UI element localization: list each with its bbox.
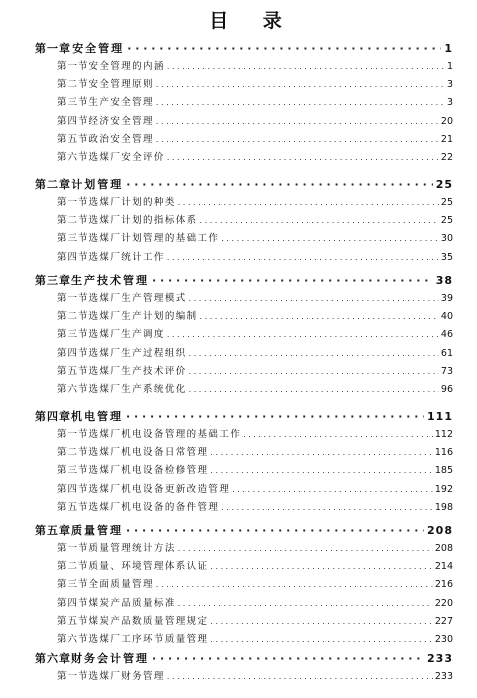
toc-section-row[interactable] xyxy=(0,668,477,684)
leader-dots xyxy=(210,560,432,574)
leader-dots xyxy=(156,578,433,592)
toc-section-row[interactable] xyxy=(0,426,477,442)
section-title: 安全管理的内涵 xyxy=(88,61,165,72)
toc-section-row[interactable] xyxy=(0,631,477,647)
toc-chapter-row[interactable] xyxy=(0,40,477,56)
section-title: 选煤厂生产管理模式 xyxy=(88,293,187,304)
leader-dots xyxy=(152,652,424,666)
section-title: 选煤厂计划管理的基础工作 xyxy=(88,233,220,245)
section-page-number: 3 xyxy=(446,97,453,109)
section-number: 第三节 xyxy=(57,97,89,109)
leader-dots xyxy=(189,347,439,361)
leader-dots xyxy=(243,428,433,442)
section-title: 选煤厂机电设备更新改造管理 xyxy=(88,483,231,495)
section-page-number: 25 xyxy=(440,197,453,208)
leader-dots xyxy=(156,96,445,110)
section-number: 第四节 xyxy=(57,115,89,127)
leader-dots xyxy=(167,151,439,165)
leader-dots xyxy=(156,115,439,129)
section-title: 安全管理原则 xyxy=(88,79,154,91)
chapter-page-number: 1 xyxy=(444,42,453,55)
leader-dots xyxy=(189,365,439,379)
toc-section-row[interactable] xyxy=(0,499,477,515)
section-page-number: 112 xyxy=(434,429,453,440)
toc-section-row[interactable] xyxy=(0,113,477,129)
toc-section-row[interactable] xyxy=(0,131,477,147)
section-number: 第一节 xyxy=(57,671,89,682)
toc-section-row[interactable] xyxy=(0,230,477,246)
section-number: 第四节 xyxy=(57,251,89,263)
chapter-page-number: 111 xyxy=(427,410,453,423)
section-page-number: 25 xyxy=(440,215,453,227)
section-page-number: 20 xyxy=(440,115,453,127)
section-page-number: 216 xyxy=(434,579,453,591)
chapter-page-number: 38 xyxy=(435,274,453,287)
leader-dots xyxy=(210,615,432,629)
leader-dots xyxy=(156,133,439,147)
section-title: 选煤厂机电设备的备件管理 xyxy=(88,501,220,513)
section-title: 选煤厂生产计划的编制 xyxy=(88,311,198,323)
chapter-page-number: 25 xyxy=(435,178,453,191)
toc-section-row[interactable] xyxy=(0,576,477,592)
section-page-number: 22 xyxy=(440,152,453,163)
section-number: 第三节 xyxy=(57,233,89,245)
chapter-title: 生产技术管理 xyxy=(71,274,149,287)
section-page-number: 39 xyxy=(440,293,453,304)
toc-section-row[interactable] xyxy=(0,462,477,478)
section-number: 第一节 xyxy=(57,543,89,554)
toc-section-row[interactable] xyxy=(0,595,477,611)
section-page-number: 1 xyxy=(446,61,453,72)
toc-section-row[interactable] xyxy=(0,58,477,74)
chapter-title: 财务会计管理 xyxy=(71,652,149,665)
toc-section-row[interactable] xyxy=(0,444,477,460)
section-page-number: 116 xyxy=(434,447,453,459)
section-page-number: 227 xyxy=(434,615,453,627)
chapter-title: 质量管理 xyxy=(71,524,123,537)
leader-dots xyxy=(152,274,433,288)
chapter-number: 第五章 xyxy=(35,524,71,537)
section-number: 第四节 xyxy=(57,347,89,359)
section-title: 选煤厂安全评价 xyxy=(88,152,165,163)
section-page-number: 30 xyxy=(440,233,453,245)
leader-dots xyxy=(189,292,439,306)
toc-section-row[interactable] xyxy=(0,249,477,265)
section-page-number: 192 xyxy=(434,483,453,495)
toc-section-row[interactable] xyxy=(0,481,477,497)
leader-dots xyxy=(210,464,432,478)
toc-chapter-row[interactable] xyxy=(0,408,477,424)
section-title: 选煤厂财务管理 xyxy=(88,671,165,682)
toc-chapter-row[interactable] xyxy=(0,176,477,192)
chapter-number: 第四章 xyxy=(35,410,71,423)
section-number: 第二节 xyxy=(57,215,89,227)
toc-section-row[interactable] xyxy=(0,540,477,556)
section-title: 质量、环境管理体系认证 xyxy=(88,561,209,573)
section-page-number: 35 xyxy=(440,251,453,263)
toc-section-row[interactable] xyxy=(0,381,477,397)
page-title: 目 录 xyxy=(209,10,296,32)
leader-dots xyxy=(210,446,432,460)
chapter-number: 第二章 xyxy=(35,178,71,191)
section-number: 第六节 xyxy=(57,384,89,395)
toc-section-row[interactable] xyxy=(0,345,477,361)
section-number: 第二节 xyxy=(57,79,89,91)
section-title: 煤炭产品数质量管理规定 xyxy=(88,615,209,627)
section-title: 选煤厂计划的指标体系 xyxy=(88,215,198,227)
section-number: 第三节 xyxy=(57,579,89,591)
section-page-number: 208 xyxy=(434,543,453,554)
section-number: 第二节 xyxy=(57,561,89,573)
section-number: 第六节 xyxy=(57,152,89,163)
section-title: 选煤厂机电设备检修管理 xyxy=(88,465,209,477)
section-number: 第五节 xyxy=(57,615,89,627)
leader-dots xyxy=(126,410,424,424)
section-page-number: 230 xyxy=(434,634,453,645)
chapter-number: 第三章 xyxy=(35,274,71,287)
chapter-title: 安全管理 xyxy=(72,42,125,55)
toc-section-row[interactable] xyxy=(0,308,477,324)
section-number: 第二节 xyxy=(57,311,89,323)
leader-dots xyxy=(126,524,424,538)
section-number: 第一节 xyxy=(57,293,89,304)
toc-section-row[interactable] xyxy=(0,76,477,92)
toc-section-row[interactable] xyxy=(0,363,477,379)
section-number: 第三节 xyxy=(57,465,89,477)
leader-dots xyxy=(156,78,445,92)
toc-section-row[interactable] xyxy=(0,194,477,210)
section-page-number: 185 xyxy=(434,465,453,477)
section-page-number: 21 xyxy=(440,133,453,145)
section-title: 选煤厂生产过程组织 xyxy=(88,347,187,359)
section-title: 选煤厂生产系统优化 xyxy=(88,384,187,395)
toc-section-row[interactable] xyxy=(0,212,477,228)
leader-dots xyxy=(178,597,433,611)
toc-section-row[interactable] xyxy=(0,290,477,306)
chapter-page-number: 208 xyxy=(427,524,453,537)
chapter-number: 第六章 xyxy=(35,652,71,665)
toc-section-row[interactable] xyxy=(0,149,477,165)
leader-dots xyxy=(127,42,441,56)
section-page-number: 214 xyxy=(434,561,453,573)
section-page-number: 233 xyxy=(434,671,453,682)
leader-dots xyxy=(178,196,439,210)
section-page-number: 46 xyxy=(440,329,453,341)
section-title: 煤炭产品质量标准 xyxy=(88,597,176,609)
section-title: 政治安全管理 xyxy=(88,133,154,145)
section-number: 第一节 xyxy=(57,61,89,72)
leader-dots xyxy=(167,251,439,265)
toc-section-row[interactable] xyxy=(0,326,477,342)
section-number: 第五节 xyxy=(57,365,89,377)
section-number: 第四节 xyxy=(57,483,89,495)
leader-dots xyxy=(200,310,439,324)
toc-section-row[interactable] xyxy=(0,613,477,629)
section-page-number: 3 xyxy=(446,79,453,91)
section-title: 选煤厂统计工作 xyxy=(88,251,165,263)
toc-chapter-row[interactable] xyxy=(0,272,477,288)
section-title: 选煤厂机电设备管理的基础工作 xyxy=(88,429,242,440)
section-number: 第六节 xyxy=(57,634,89,645)
leader-dots xyxy=(167,670,433,684)
section-title: 经济安全管理 xyxy=(88,115,154,127)
leader-dots xyxy=(126,178,432,192)
section-page-number: 61 xyxy=(440,347,453,359)
section-title: 质量管理统计方法 xyxy=(88,543,176,554)
section-number: 第一节 xyxy=(57,429,89,440)
leader-dots xyxy=(232,483,433,497)
leader-dots xyxy=(167,60,445,74)
leader-dots xyxy=(221,501,433,515)
leader-dots xyxy=(189,383,439,397)
section-page-number: 198 xyxy=(434,501,453,513)
section-title: 选煤厂工序环节质量管理 xyxy=(88,634,209,645)
chapter-page-number: 233 xyxy=(427,652,453,665)
section-page-number: 96 xyxy=(440,384,453,395)
leader-dots xyxy=(178,542,433,556)
toc-chapter-row[interactable] xyxy=(0,522,477,538)
leader-dots xyxy=(210,633,432,647)
section-title: 生产安全管理 xyxy=(88,97,154,109)
chapter-title: 计划管理 xyxy=(71,178,124,191)
section-number: 第五节 xyxy=(57,501,89,513)
section-number: 第三节 xyxy=(57,329,89,341)
section-page-number: 40 xyxy=(440,311,453,323)
leader-dots xyxy=(200,214,439,228)
section-title: 全面质量管理 xyxy=(88,579,154,591)
section-page-number: 73 xyxy=(440,365,453,377)
section-title: 选煤厂生产技术评价 xyxy=(88,365,187,377)
section-number: 第五节 xyxy=(57,133,89,145)
section-number: 第一节 xyxy=(57,197,89,208)
chapter-title: 机电管理 xyxy=(71,410,123,423)
toc-section-row[interactable] xyxy=(0,558,477,574)
chapter-number: 第一章 xyxy=(35,42,71,55)
section-title: 选煤厂生产调度 xyxy=(88,329,165,341)
leader-dots xyxy=(221,232,439,246)
section-page-number: 220 xyxy=(434,597,453,609)
leader-dots xyxy=(167,328,439,342)
section-title: 选煤厂机电设备日常管理 xyxy=(88,447,209,459)
section-title: 选煤厂计划的种类 xyxy=(88,197,176,208)
section-number: 第二节 xyxy=(57,447,89,459)
toc-chapter-row[interactable] xyxy=(0,650,477,666)
toc-section-row[interactable] xyxy=(0,94,477,110)
section-number: 第四节 xyxy=(57,597,89,609)
